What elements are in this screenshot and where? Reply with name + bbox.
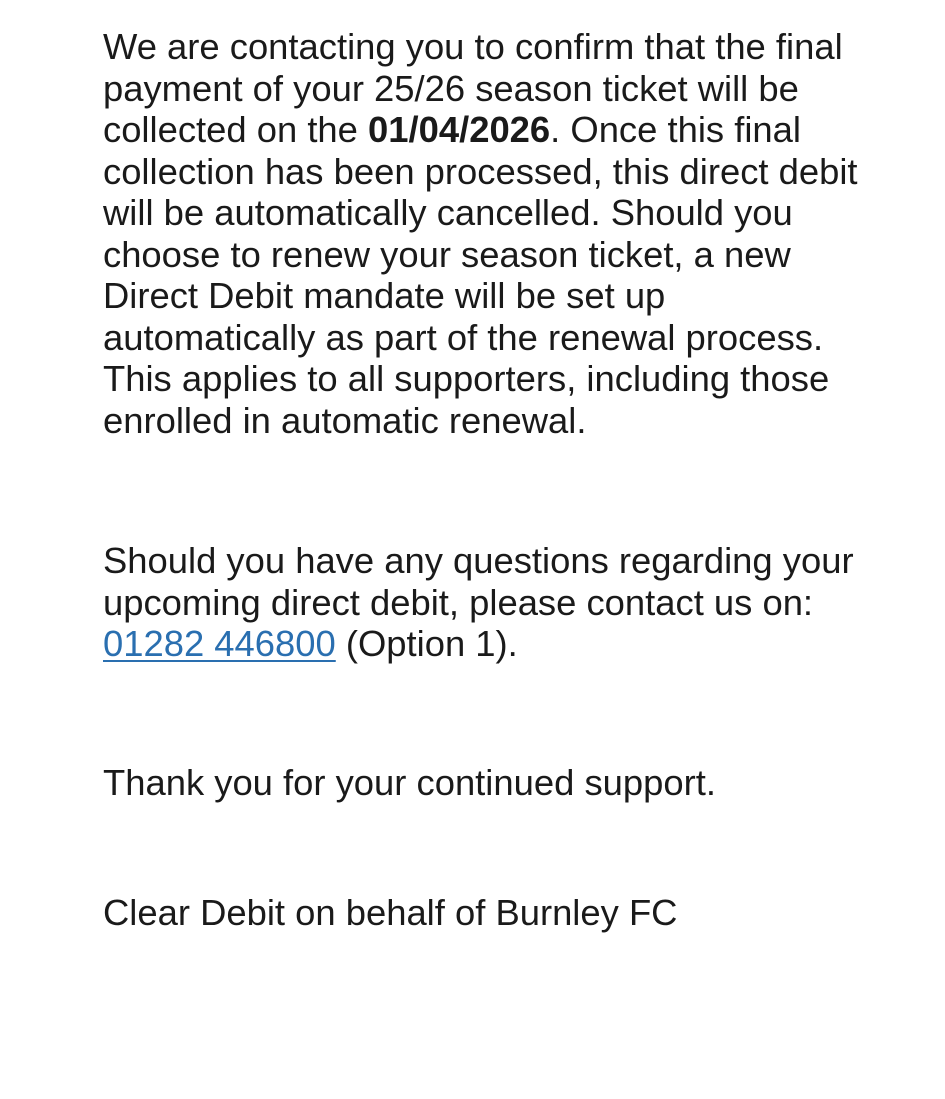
email-body bbox=[103, 26, 863, 934]
collection-date: 01/04/2026 bbox=[368, 109, 551, 150]
contact-option-text: (Option 1). bbox=[335, 623, 518, 664]
contact-intro-text: Should you have any questions regarding your upcoming direct debit, please contact us on: bbox=[103, 540, 854, 623]
thank-you-text: Thank you for your continued support. bbox=[103, 761, 716, 803]
payment-confirmation-paragraph bbox=[103, 26, 863, 441]
cancellation-renewal-text: . Once this final collection has been processed, this direct debit will be automatically cancelled. Should you choose to renew your season ticket, a new Direct Debit mandate will be set up automatically as part of the renewal process. This applies to all supporters, including those enrolled in automatic renewal. bbox=[103, 109, 858, 441]
payment-intro-text: We are contacting you to confirm that the final payment of your 25/26 season ticket will be collected on the bbox=[103, 26, 843, 150]
contact-paragraph bbox=[103, 540, 863, 665]
phone-number-link[interactable]: 01282 446800 bbox=[103, 623, 336, 664]
email-signature: Clear Debit on behalf of Burnley FC bbox=[103, 892, 678, 933]
